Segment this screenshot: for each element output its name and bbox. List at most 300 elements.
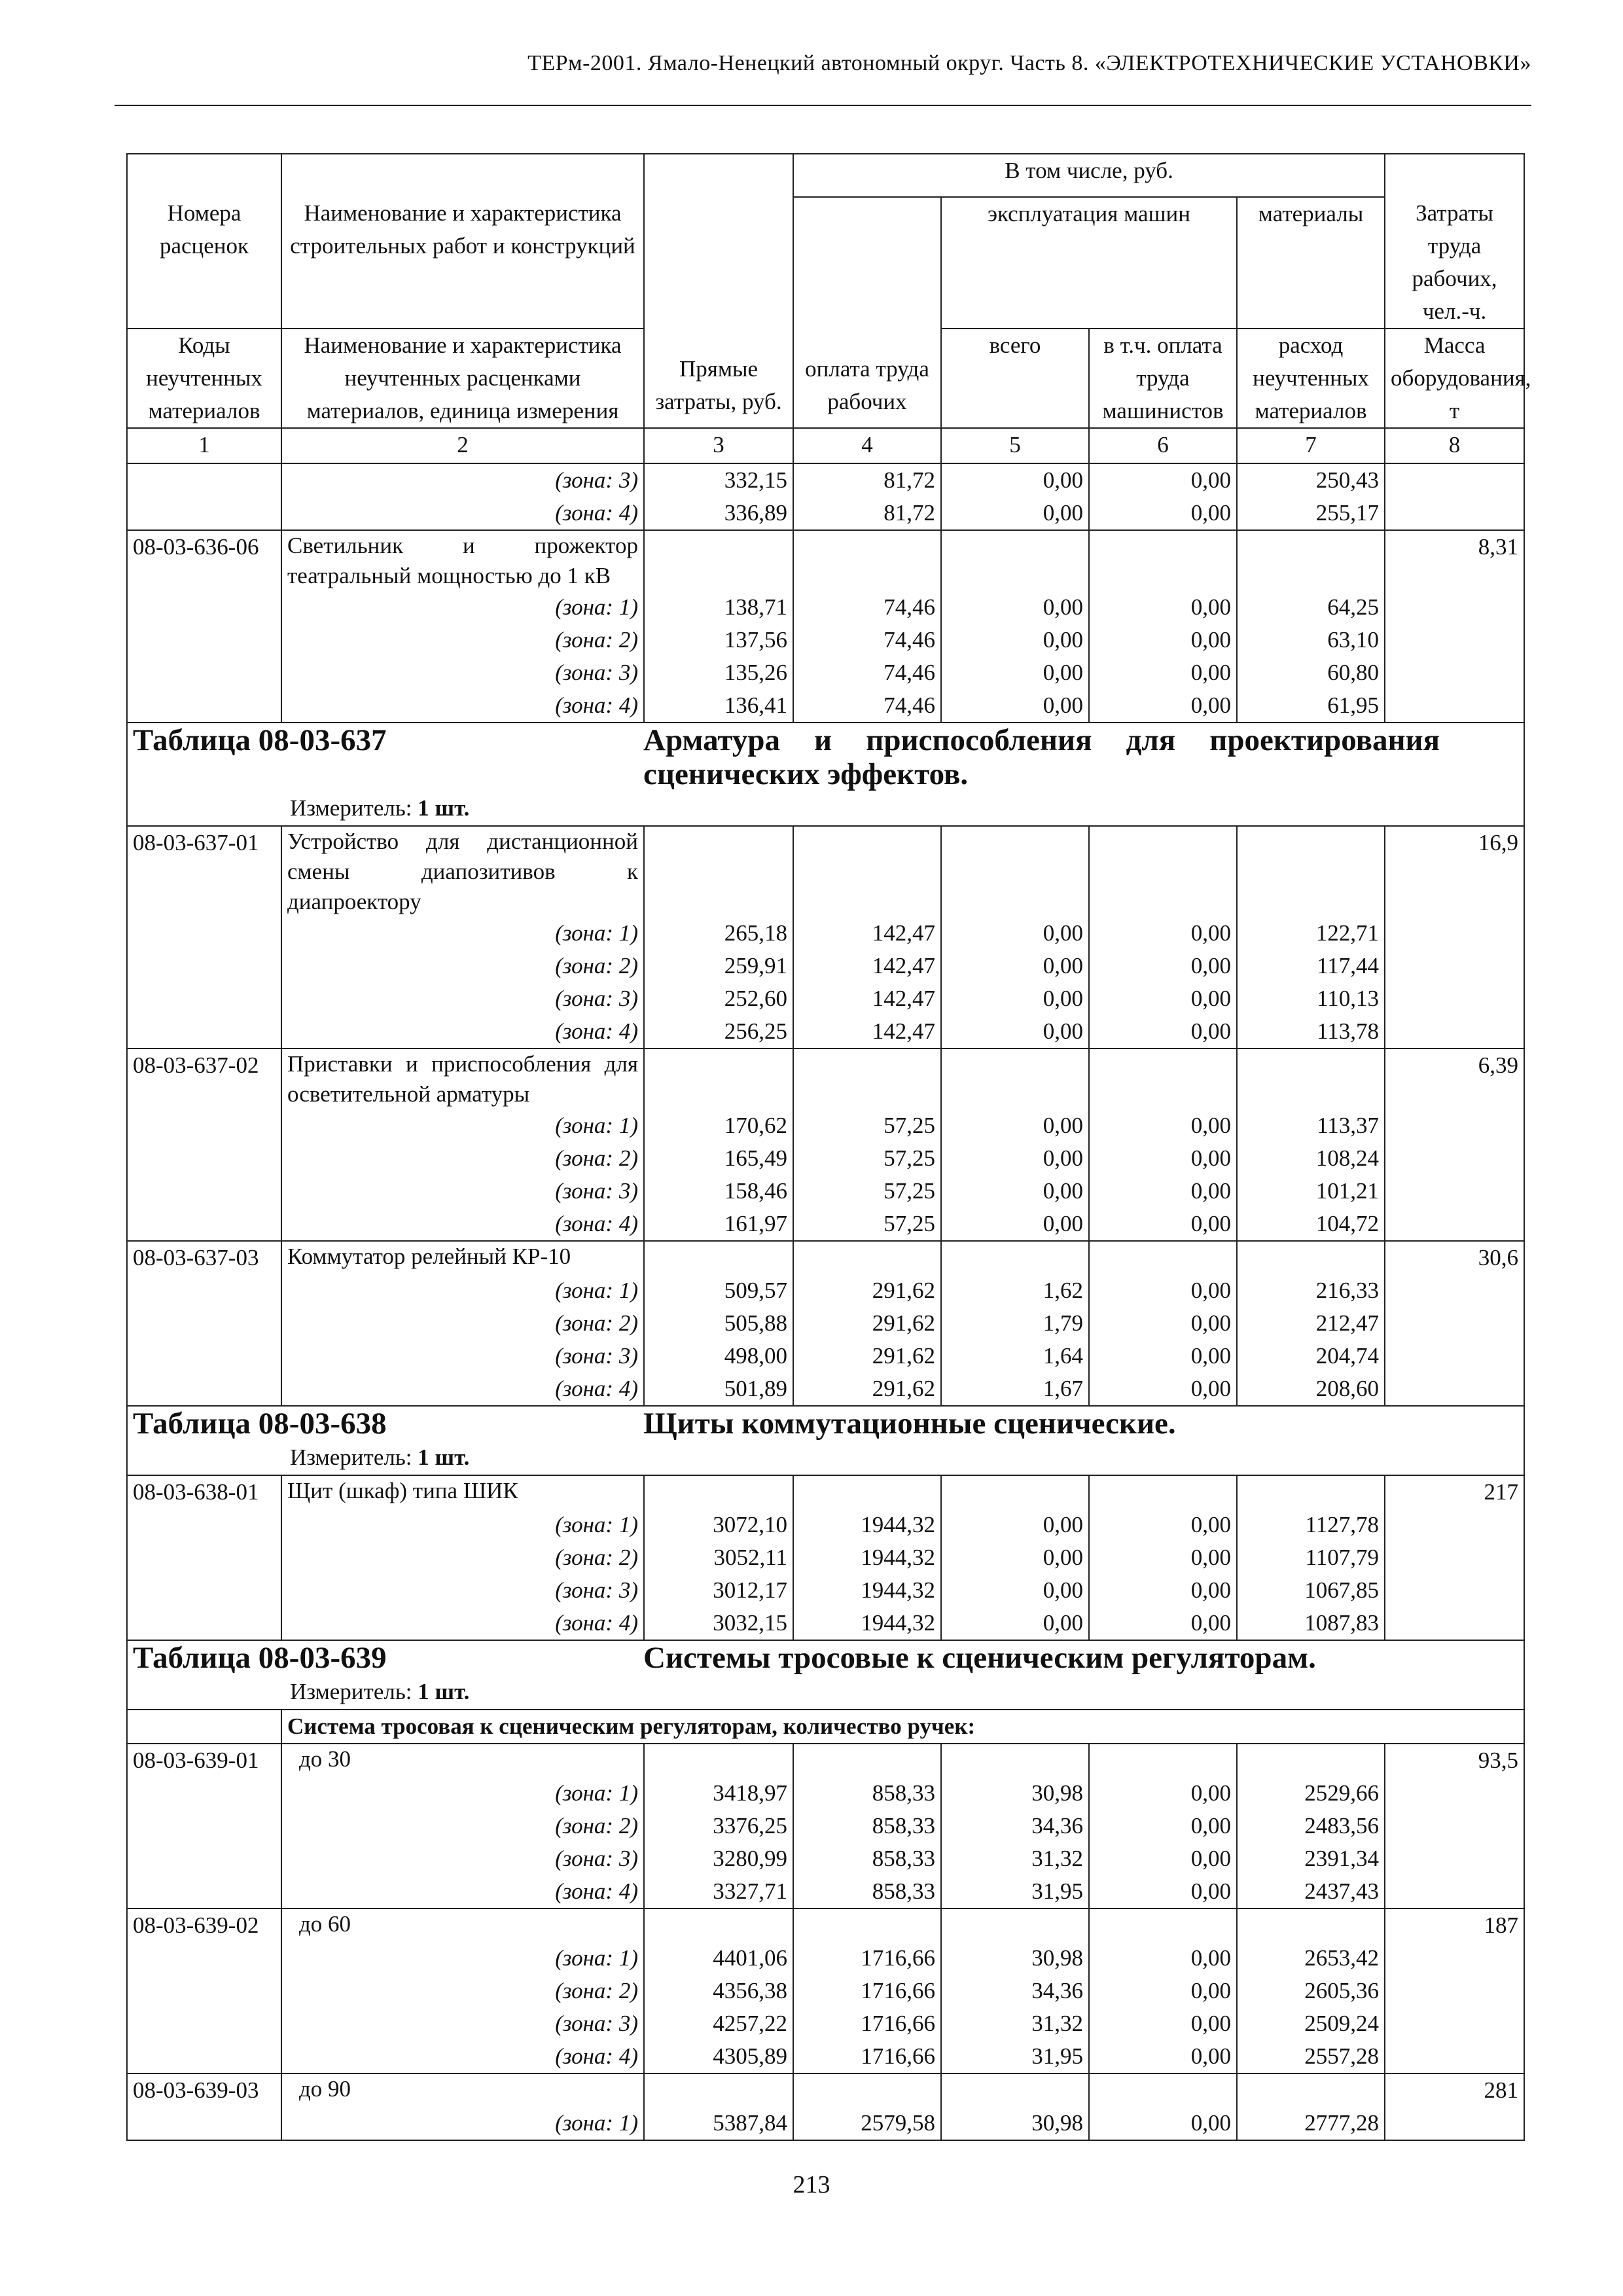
empty-cell [127, 1541, 281, 1574]
empty-cell [1385, 2107, 1524, 2140]
direct-costs: 170,62 [644, 1109, 793, 1142]
machines-total: 0,00 [941, 1109, 1089, 1142]
empty-cell [941, 1909, 1089, 1942]
header-material-name: Наименование и характеристика неучтенных расценками материалов, единица измерения [281, 329, 644, 428]
worker-pay: 57,25 [793, 1175, 941, 1208]
machinist-pay: 0,00 [1089, 1340, 1237, 1372]
materials: 1087,83 [1237, 1607, 1385, 1640]
materials: 1107,79 [1237, 1541, 1385, 1574]
column-number: 2 [281, 428, 644, 463]
header-labor: Затраты труда рабочих, чел.-ч. [1385, 197, 1524, 329]
subheading-row [127, 1710, 1524, 1744]
worker-pay: 57,25 [793, 1208, 941, 1241]
rate-code: 08-03-638-01 [127, 1475, 281, 1509]
materials: 117,44 [1237, 950, 1385, 982]
direct-costs: 158,46 [644, 1175, 793, 1208]
machinist-pay: 0,00 [1089, 1372, 1237, 1406]
empty-cell [1385, 1175, 1524, 1208]
worker-pay: 1944,32 [793, 1541, 941, 1574]
zone-label: (зона: 2) [281, 1142, 644, 1175]
machines-total: 30,98 [941, 1942, 1089, 1975]
direct-costs: 5387,84 [644, 2107, 793, 2140]
worker-pay: 74,46 [793, 591, 941, 624]
zone-label: (зона: 2) [281, 950, 644, 982]
empty-cell [1385, 1942, 1524, 1975]
zone-row [127, 656, 1524, 689]
labor-value: 217 [1385, 1475, 1524, 1509]
table-title: Таблица 08-03-637 [133, 723, 387, 757]
table-description: Системы тросовые к сценическим регуляторам. [643, 1641, 1316, 1675]
rate-code: 08-03-637-01 [127, 826, 281, 917]
zone-row [127, 1509, 1524, 1541]
direct-costs: 501,89 [644, 1372, 793, 1406]
worker-pay: 74,46 [793, 656, 941, 689]
worker-pay: 142,47 [793, 917, 941, 950]
column-number: 7 [1237, 428, 1385, 463]
machinist-pay: 0,00 [1089, 950, 1237, 982]
materials: 2391,34 [1237, 1842, 1385, 1875]
empty-cell [793, 1475, 941, 1509]
materials: 1127,78 [1237, 1509, 1385, 1541]
empty-cell [127, 497, 281, 530]
empty-cell [1385, 656, 1524, 689]
item-row [127, 1909, 1524, 1942]
machinist-pay: 0,00 [1089, 1015, 1237, 1049]
section-heading [127, 1406, 1524, 1475]
materials: 122,71 [1237, 917, 1385, 950]
worker-pay: 291,62 [793, 1340, 941, 1372]
page-number: 213 [793, 2171, 830, 2198]
direct-costs: 498,00 [644, 1340, 793, 1372]
machines-total: 1,67 [941, 1372, 1089, 1406]
direct-costs: 4356,38 [644, 1975, 793, 2007]
worker-pay: 74,46 [793, 689, 941, 723]
materials: 2777,28 [1237, 2107, 1385, 2140]
direct-costs: 3072,10 [644, 1509, 793, 1541]
empty-cell [1385, 1208, 1524, 1241]
machinist-pay: 0,00 [1089, 1875, 1237, 1909]
column-number: 5 [941, 428, 1089, 463]
item-name [281, 1241, 644, 1274]
item-row [127, 1744, 1524, 1777]
zone-row [127, 2040, 1524, 2073]
empty-cell [127, 1875, 281, 1909]
worker-pay: 1716,66 [793, 2040, 941, 2073]
empty-cell [1237, 1909, 1385, 1942]
empty-cell [1237, 2073, 1385, 2107]
zone-row [127, 1975, 1524, 2007]
zone-row [127, 1574, 1524, 1607]
worker-pay: 1716,66 [793, 2007, 941, 2040]
empty-cell [127, 1975, 281, 2007]
zone-row [127, 1109, 1524, 1142]
table-body [127, 154, 1531, 2140]
zone-label: (зона: 4) [281, 1372, 644, 1406]
materials: 2509,24 [1237, 2007, 1385, 2040]
worker-pay: 57,25 [793, 1142, 941, 1175]
worker-pay: 74,46 [793, 624, 941, 656]
worker-pay: 291,62 [793, 1274, 941, 1307]
empty-cell [793, 1744, 941, 1777]
measure-unit [290, 791, 1518, 825]
materials: 204,74 [1237, 1340, 1385, 1372]
zone-row [127, 1175, 1524, 1208]
header-material-codes: Коды неучтенных материалов [127, 329, 281, 428]
section-row [127, 1406, 1524, 1475]
column-number: 6 [1089, 428, 1237, 463]
worker-pay: 142,47 [793, 982, 941, 1015]
empty-cell [793, 1909, 941, 1942]
zone-row [127, 1340, 1524, 1372]
labor-value: 6,39 [1385, 1049, 1524, 1109]
machinist-pay: 0,00 [1089, 1307, 1237, 1340]
machinist-pay: 0,00 [1089, 1607, 1237, 1640]
empty-cell [644, 530, 793, 591]
machines-total: 0,00 [941, 591, 1089, 624]
machines-total: 1,62 [941, 1274, 1089, 1307]
header-work-name: Наименование и характеристика строительных работ и конструкций [281, 197, 644, 329]
empty-cell [1385, 497, 1524, 530]
machines-total: 0,00 [941, 1541, 1089, 1574]
worker-pay: 858,33 [793, 1842, 941, 1875]
labor-value: 30,6 [1385, 1241, 1524, 1274]
empty-cell [793, 530, 941, 591]
machinist-pay: 0,00 [1089, 2107, 1237, 2140]
empty-cell [941, 1475, 1089, 1509]
measure-value: 1 шт. [418, 1679, 470, 1704]
worker-pay: 2579,58 [793, 2107, 941, 2140]
machines-total: 0,00 [941, 1015, 1089, 1049]
section-heading [127, 1640, 1524, 1710]
machines-total: 1,64 [941, 1340, 1089, 1372]
empty-cell [1385, 689, 1524, 723]
worker-pay: 81,72 [793, 497, 941, 530]
labor-value: 8,31 [1385, 530, 1524, 591]
empty-cell [793, 1241, 941, 1274]
subheading: Система тросовая к сценическим регуляторам, количество ручек: [281, 1710, 1524, 1744]
machines-total: 0,00 [941, 463, 1089, 497]
empty-cell [793, 1049, 941, 1109]
zone-row [127, 1142, 1524, 1175]
measure-label: Измеритель: [290, 1444, 412, 1470]
rate-code: 08-03-637-02 [127, 1049, 281, 1109]
zone-label: (зона: 3) [281, 656, 644, 689]
materials: 2529,66 [1237, 1777, 1385, 1810]
measure-label: Измеритель: [290, 1679, 412, 1704]
machinist-pay: 0,00 [1089, 982, 1237, 1015]
empty-cell [127, 917, 281, 950]
section-heading [127, 723, 1524, 826]
empty-cell [1237, 530, 1385, 591]
empty-cell [1237, 1744, 1385, 1777]
direct-costs: 3052,11 [644, 1541, 793, 1574]
worker-pay: 57,25 [793, 1109, 941, 1142]
machinist-pay: 0,00 [1089, 1509, 1237, 1541]
worker-pay: 291,62 [793, 1307, 941, 1340]
empty-cell [1089, 1241, 1237, 1274]
empty-cell [127, 1372, 281, 1406]
empty-cell [1089, 826, 1237, 917]
empty-cell [127, 1710, 281, 1744]
zone-row [127, 1274, 1524, 1307]
zone-label: (зона: 4) [281, 1607, 644, 1640]
empty-cell [1385, 1274, 1524, 1307]
machines-total: 0,00 [941, 497, 1089, 530]
measure-value: 1 шт. [418, 795, 470, 821]
machines-total: 0,00 [941, 1509, 1089, 1541]
item-row [127, 1475, 1524, 1509]
section-title-block [133, 723, 1518, 791]
machinist-pay: 0,00 [1089, 1274, 1237, 1307]
empty-cell [127, 1175, 281, 1208]
header-machines-total: всего [941, 329, 1089, 428]
empty-cell [127, 2007, 281, 2040]
empty-cell [127, 1777, 281, 1810]
column-number: 4 [793, 428, 941, 463]
materials: 216,33 [1237, 1274, 1385, 1307]
empty-cell [1089, 530, 1237, 591]
section-title-block [133, 1407, 1518, 1441]
empty-cell [1385, 1109, 1524, 1142]
empty-cell [127, 656, 281, 689]
item-name-text: до 90 [299, 2076, 351, 2102]
direct-costs: 137,56 [644, 624, 793, 656]
labor-value: 93,5 [1385, 1744, 1524, 1777]
empty-cell [1385, 1541, 1524, 1574]
empty-cell [127, 950, 281, 982]
item-row [127, 1049, 1524, 1109]
worker-pay: 858,33 [793, 1810, 941, 1842]
item-name-text: Устройство для дистанционной смены диапозитивов к диапроектору [287, 829, 638, 914]
empty-cell [644, 1241, 793, 1274]
item-name-text: до 60 [299, 1911, 351, 1937]
machines-total: 0,00 [941, 1175, 1089, 1208]
materials: 60,80 [1237, 656, 1385, 689]
empty-cell [1385, 1307, 1524, 1340]
materials: 61,95 [1237, 689, 1385, 723]
empty-cell [1237, 1049, 1385, 1109]
item-name [281, 530, 644, 591]
materials: 63,10 [1237, 624, 1385, 656]
empty-cell [1089, 1909, 1237, 1942]
worker-pay: 1944,32 [793, 1607, 941, 1640]
zone-row [127, 497, 1524, 530]
empty-cell [127, 1810, 281, 1842]
running-header: ТЕРм-2001. Ямало-Ненецкий автономный округ. Часть 8. «ЭЛЕКТРОТЕХНИЧЕСКИЕ УСТАНОВКИ» [527, 51, 1531, 75]
empty-cell [1385, 1875, 1524, 1909]
zone-row [127, 1372, 1524, 1406]
empty-cell [127, 1574, 281, 1607]
materials: 113,78 [1237, 1015, 1385, 1049]
empty-cell [127, 1607, 281, 1640]
machines-total: 0,00 [941, 1142, 1089, 1175]
materials: 208,60 [1237, 1372, 1385, 1406]
rate-code: 08-03-639-01 [127, 1744, 281, 1777]
zone-row [127, 1307, 1524, 1340]
materials: 110,13 [1237, 982, 1385, 1015]
empty-cell [127, 982, 281, 1015]
empty-cell [1385, 463, 1524, 497]
empty-cell [1089, 1049, 1237, 1109]
item-name-text: Щит (шкаф) типа ШИК [287, 1478, 518, 1503]
empty-cell [1089, 1744, 1237, 1777]
section-row [127, 1640, 1524, 1710]
machinist-pay: 0,00 [1089, 1810, 1237, 1842]
worker-pay: 1944,32 [793, 1509, 941, 1541]
empty-cell [127, 1942, 281, 1975]
zone-row [127, 1875, 1524, 1909]
header-rate-numbers: Номера расценок [127, 197, 281, 329]
zone-label: (зона: 1) [281, 2107, 644, 2140]
machines-total: 31,32 [941, 2007, 1089, 2040]
direct-costs: 259,91 [644, 950, 793, 982]
empty-cell [941, 2073, 1089, 2107]
empty-cell [127, 1509, 281, 1541]
zone-row [127, 950, 1524, 982]
zone-row [127, 982, 1524, 1015]
empty-cell [941, 1744, 1089, 1777]
zone-label: (зона: 3) [281, 2007, 644, 2040]
empty-cell [1237, 826, 1385, 917]
empty-cell [644, 1049, 793, 1109]
zone-label: (зона: 4) [281, 1015, 644, 1049]
empty-cell [644, 826, 793, 917]
worker-pay: 142,47 [793, 950, 941, 982]
direct-costs: 3418,97 [644, 1777, 793, 1810]
zone-label: (зона: 4) [281, 2040, 644, 2073]
machines-total: 0,00 [941, 1208, 1089, 1241]
worker-pay: 858,33 [793, 1875, 941, 1909]
empty-cell [793, 2073, 941, 2107]
machines-total: 0,00 [941, 1607, 1089, 1640]
zone-label: (зона: 2) [281, 1541, 644, 1574]
machinist-pay: 0,00 [1089, 689, 1237, 723]
direct-costs: 161,97 [644, 1208, 793, 1241]
machinist-pay: 0,00 [1089, 624, 1237, 656]
zone-label: (зона: 2) [281, 1975, 644, 2007]
direct-costs: 138,71 [644, 591, 793, 624]
header-including: В том числе, руб. [793, 154, 1385, 197]
zone-label: (зона: 4) [281, 1208, 644, 1241]
empty-cell [1385, 1777, 1524, 1810]
materials: 2483,56 [1237, 1810, 1385, 1842]
column-number: 8 [1385, 428, 1524, 463]
machinist-pay: 0,00 [1089, 1777, 1237, 1810]
empty-cell [1385, 1015, 1524, 1049]
zone-row [127, 1777, 1524, 1810]
item-row [127, 1241, 1524, 1274]
machines-total: 1,79 [941, 1307, 1089, 1340]
machinist-pay: 0,00 [1089, 1175, 1237, 1208]
materials: 212,47 [1237, 1307, 1385, 1340]
measure-label: Измеритель: [290, 795, 412, 821]
materials: 2605,36 [1237, 1975, 1385, 2007]
zone-row [127, 624, 1524, 656]
materials: 250,43 [1237, 463, 1385, 497]
materials: 113,37 [1237, 1109, 1385, 1142]
item-name [281, 2073, 644, 2107]
empty-cell [127, 689, 281, 723]
machines-total: 0,00 [941, 917, 1089, 950]
direct-costs: 135,26 [644, 656, 793, 689]
zone-row [127, 2007, 1524, 2040]
empty-cell [1385, 2040, 1524, 2073]
machines-total: 0,00 [941, 624, 1089, 656]
direct-costs: 509,57 [644, 1274, 793, 1307]
zone-label: (зона: 1) [281, 917, 644, 950]
item-name-text: Приставки и приспособления для осветительной арматуры [287, 1051, 638, 1107]
machinist-pay: 0,00 [1089, 591, 1237, 624]
zone-row [127, 1810, 1524, 1842]
direct-costs: 265,18 [644, 917, 793, 950]
empty-cell [1385, 982, 1524, 1015]
header-worker-pay: оплата труда рабочих [793, 197, 941, 428]
empty-cell [1385, 1509, 1524, 1541]
zone-label: (зона: 3) [281, 1842, 644, 1875]
header-direct-costs: Прямые затраты, руб. [644, 154, 793, 428]
item-name [281, 1049, 644, 1109]
worker-pay: 1716,66 [793, 1975, 941, 2007]
empty-cell [793, 826, 941, 917]
direct-costs: 3327,71 [644, 1875, 793, 1909]
empty-cell [127, 1142, 281, 1175]
worker-pay: 142,47 [793, 1015, 941, 1049]
materials: 108,24 [1237, 1142, 1385, 1175]
empty-cell [1385, 1842, 1524, 1875]
machines-total: 0,00 [941, 982, 1089, 1015]
empty-cell [1385, 1372, 1524, 1406]
direct-costs: 3376,25 [644, 1810, 793, 1842]
empty-cell [1385, 624, 1524, 656]
direct-costs: 4305,89 [644, 2040, 793, 2073]
header-machinist-pay: в т.ч. оплата труда машинистов [1089, 329, 1237, 428]
zone-label: (зона: 1) [281, 1274, 644, 1307]
direct-costs: 165,49 [644, 1142, 793, 1175]
machines-total: 30,98 [941, 2107, 1089, 2140]
table-description: Щиты коммутационные сценические. [643, 1407, 1176, 1441]
header-material-consumption: расход неучтенных материалов [1237, 329, 1385, 428]
column-number: 1 [127, 428, 281, 463]
machines-total: 30,98 [941, 1777, 1089, 1810]
empty-cell [644, 1909, 793, 1942]
labor-value: 16,9 [1385, 826, 1524, 917]
zone-label: (зона: 1) [281, 1777, 644, 1810]
machines-total: 34,36 [941, 1810, 1089, 1842]
empty-cell [1089, 2073, 1237, 2107]
machinist-pay: 0,00 [1089, 497, 1237, 530]
empty-cell [1089, 1475, 1237, 1509]
zone-row [127, 1208, 1524, 1241]
direct-costs: 336,89 [644, 497, 793, 530]
zone-row [127, 1942, 1524, 1975]
zone-label: (зона: 1) [281, 1109, 644, 1142]
empty-cell [127, 2107, 281, 2140]
machines-total: 34,36 [941, 1975, 1089, 2007]
empty-cell [941, 826, 1089, 917]
worker-pay: 291,62 [793, 1372, 941, 1406]
empty-cell [127, 1307, 281, 1340]
worker-pay: 81,72 [793, 463, 941, 497]
empty-cell [127, 1208, 281, 1241]
header-divider [115, 105, 1531, 106]
zone-row [127, 1015, 1524, 1049]
empty-cell [127, 591, 281, 624]
machinist-pay: 0,00 [1089, 1574, 1237, 1607]
measure-value: 1 шт. [418, 1444, 470, 1470]
zone-row [127, 689, 1524, 723]
empty-cell [1385, 1975, 1524, 2007]
header-machines: эксплуатация машин [941, 197, 1237, 329]
